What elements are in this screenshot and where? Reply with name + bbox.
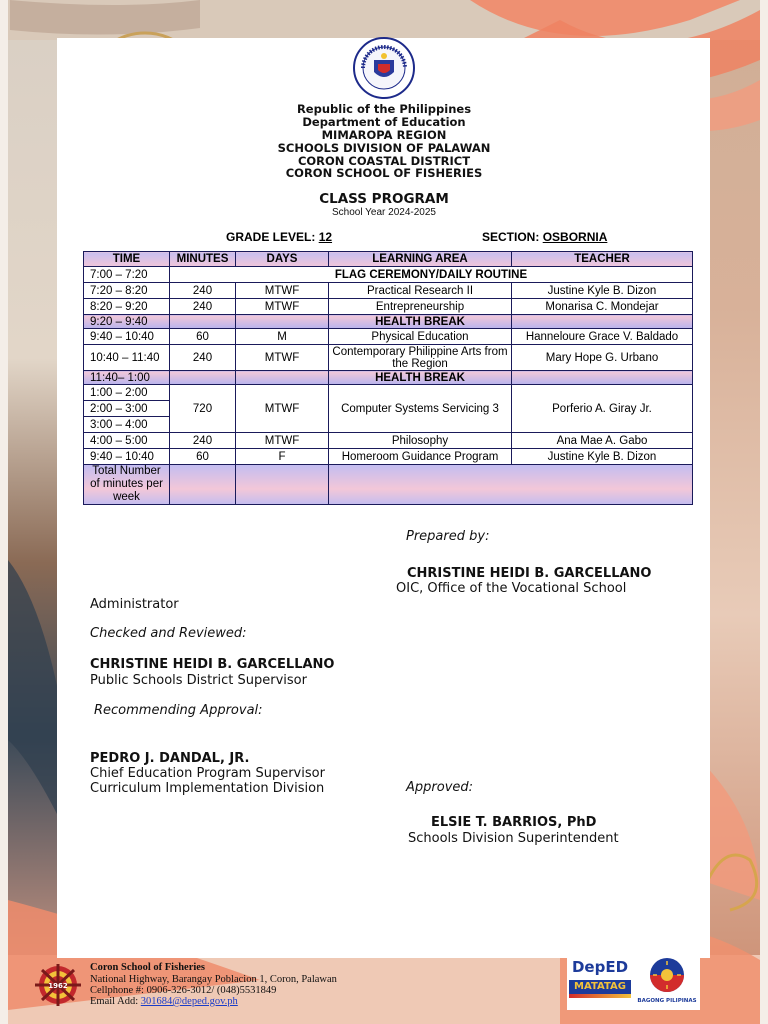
teacher-cell: Ana Mae A. Gabo: [512, 433, 693, 449]
bagong-pilipinas-text: BAGONG PILIPINAS: [637, 998, 697, 1004]
footer-email-link[interactable]: 301684@deped.gov.ph: [140, 996, 238, 1007]
days-cell: M: [236, 329, 329, 345]
approved-title: Schools Division Superintendent: [408, 831, 619, 846]
grade-level-label: GRADE LEVEL:: [226, 230, 316, 244]
empty-cell: [512, 315, 693, 329]
learning-area-cell: Practical Research II: [329, 283, 512, 299]
bagong-pilipinas-logo-icon: [636, 955, 698, 1007]
days-cell: MTWF: [236, 283, 329, 299]
teacher-cell: Justine Kyle B. Dizon: [512, 449, 693, 465]
approved-name: ELSIE T. BARRIOS, PhD: [431, 815, 597, 830]
empty-cell: [329, 465, 693, 505]
section-label: SECTION:: [482, 230, 540, 244]
footer-email: [90, 996, 238, 1007]
table-row: [84, 385, 693, 401]
days-cell: F: [236, 449, 329, 465]
header-line: CORON SCHOOL OF FISHERIES: [285, 166, 483, 180]
time-cell: 7:00 – 7:20: [84, 267, 170, 283]
recommending-approval-title: Chief Education Program Supervisor: [90, 766, 325, 781]
table-row: [84, 345, 693, 371]
teacher-cell: Porferio A. Giray Jr.: [512, 385, 693, 433]
grade-level: [226, 230, 332, 244]
section: [482, 230, 607, 244]
header-line: MIMAROPA REGION: [321, 128, 447, 142]
deped-logo-text: DepED: [571, 958, 629, 976]
time-cell: 7:20 – 8:20: [84, 283, 170, 299]
recommending-approval-label: Recommending Approval:: [94, 703, 263, 718]
prepared-by-title: OIC, Office of the Vocational School: [396, 581, 627, 596]
time-cell: 10:40 – 11:40: [84, 345, 170, 371]
footer-email-label: Email Add:: [90, 996, 139, 1007]
recommending-approval-name: PEDRO J. DANDAL, JR.: [90, 751, 250, 766]
minutes-cell: 240: [170, 433, 236, 449]
header-line: Republic of the Philippines: [296, 102, 472, 116]
prepared-by-title-cont: Administrator: [90, 597, 179, 612]
prepared-by-label: Prepared by:: [406, 529, 490, 544]
empty-cell: [236, 465, 329, 505]
header-line: SCHOOLS DIVISION OF PALAWAN: [277, 141, 491, 155]
deped-matatag-logo: [569, 958, 631, 1008]
header-line: CORON COASTAL DISTRICT: [297, 154, 471, 168]
column-header-time: TIME: [84, 252, 170, 267]
total-row: [84, 465, 693, 505]
table-row: [84, 267, 693, 283]
time-cell: 9:40 – 10:40: [84, 449, 170, 465]
time-cell: 4:00 – 5:00: [84, 433, 170, 449]
table-row: [84, 283, 693, 299]
column-header-teacher: TEACHER: [512, 252, 693, 267]
health-break-cell: HEALTH BREAK: [329, 371, 512, 385]
column-header-days: DAYS: [236, 252, 329, 267]
time-cell: 1:00 – 2:00: [84, 385, 170, 401]
footer-phone: Cellphone #: 0906-326-3012/ (048)5531849: [90, 985, 277, 996]
column-header-learning-area: LEARNING AREA: [329, 252, 512, 267]
empty-cell: [236, 315, 329, 329]
time-cell: 9:40 – 10:40: [84, 329, 170, 345]
empty-cell: [170, 465, 236, 505]
learning-area-cell: Philosophy: [329, 433, 512, 449]
days-cell: MTWF: [236, 345, 329, 371]
page-title: CLASS PROGRAM: [319, 191, 449, 207]
minutes-cell: 60: [170, 449, 236, 465]
days-cell: MTWF: [236, 299, 329, 315]
header-line: Department of Education: [302, 115, 466, 129]
time-cell: 11:40– 1:00: [84, 371, 170, 385]
deped-seal-icon: [352, 36, 416, 100]
approved-label: Approved:: [406, 780, 474, 795]
learning-area-cell: Homeroom Guidance Program: [329, 449, 512, 465]
minutes-cell: 240: [170, 283, 236, 299]
table-header-row: [84, 252, 693, 267]
grade-level-value: 12: [318, 230, 333, 244]
total-label-cell: Total Number of minutes per week: [84, 465, 170, 505]
minutes-cell: 240: [170, 299, 236, 315]
table-row: [84, 433, 693, 449]
recommending-approval-division: Curriculum Implementation Division: [90, 781, 325, 796]
time-cell: 2:00 – 3:00: [84, 401, 170, 417]
teacher-cell: Hanneloure Grace V. Baldado: [512, 329, 693, 345]
school-logo-icon: [33, 964, 83, 1006]
matatag-text: MATATAG: [569, 980, 631, 994]
table-row: [84, 299, 693, 315]
matatag-stripe: [569, 994, 631, 998]
learning-area-cell: Contemporary Philippine Arts from the Region: [329, 345, 512, 371]
break-row: [84, 315, 693, 329]
logo-year: 1962: [48, 982, 68, 990]
checked-reviewed-title: Public Schools District Supervisor: [90, 673, 307, 688]
empty-cell: [512, 371, 693, 385]
minutes-cell: 240: [170, 345, 236, 371]
class-program-table: [83, 251, 693, 505]
empty-cell: [170, 315, 236, 329]
learning-area-cell: Entrepreneurship: [329, 299, 512, 315]
footer-school: Coron School of Fisheries: [90, 962, 206, 973]
school-year: School Year 2024-2025: [332, 207, 436, 218]
empty-cell: [236, 371, 329, 385]
prepared-by-name: CHRISTINE HEIDI B. GARCELLANO: [407, 566, 652, 581]
checked-reviewed-label: Checked and Reviewed:: [90, 626, 247, 641]
flag-ceremony-cell: FLAG CEREMONY/DAILY ROUTINE: [170, 267, 693, 283]
minutes-cell: 60: [170, 329, 236, 345]
health-break-cell: HEALTH BREAK: [329, 315, 512, 329]
time-cell: 3:00 – 4:00: [84, 417, 170, 433]
column-header-minutes: MINUTES: [170, 252, 236, 267]
minutes-cell: 720: [170, 385, 236, 433]
teacher-cell: Mary Hope G. Urbano: [512, 345, 693, 371]
footer-address: National Highway, Barangay Poblacion 1, Coron, Palawan: [90, 974, 337, 985]
table-row: [84, 449, 693, 465]
section-value: OSBORNIA: [542, 230, 608, 244]
learning-area-cell: Computer Systems Servicing 3: [329, 385, 512, 433]
checked-reviewed-name: CHRISTINE HEIDI B. GARCELLANO: [90, 657, 335, 672]
teacher-cell: Monarisa C. Mondejar: [512, 299, 693, 315]
days-cell: MTWF: [236, 385, 329, 433]
days-cell: MTWF: [236, 433, 329, 449]
time-cell: 8:20 – 9:20: [84, 299, 170, 315]
table-row: [84, 329, 693, 345]
empty-cell: [170, 371, 236, 385]
teacher-cell: Justine Kyle B. Dizon: [512, 283, 693, 299]
learning-area-cell: Physical Education: [329, 329, 512, 345]
break-row: [84, 371, 693, 385]
time-cell: 9:20 – 9:40: [84, 315, 170, 329]
